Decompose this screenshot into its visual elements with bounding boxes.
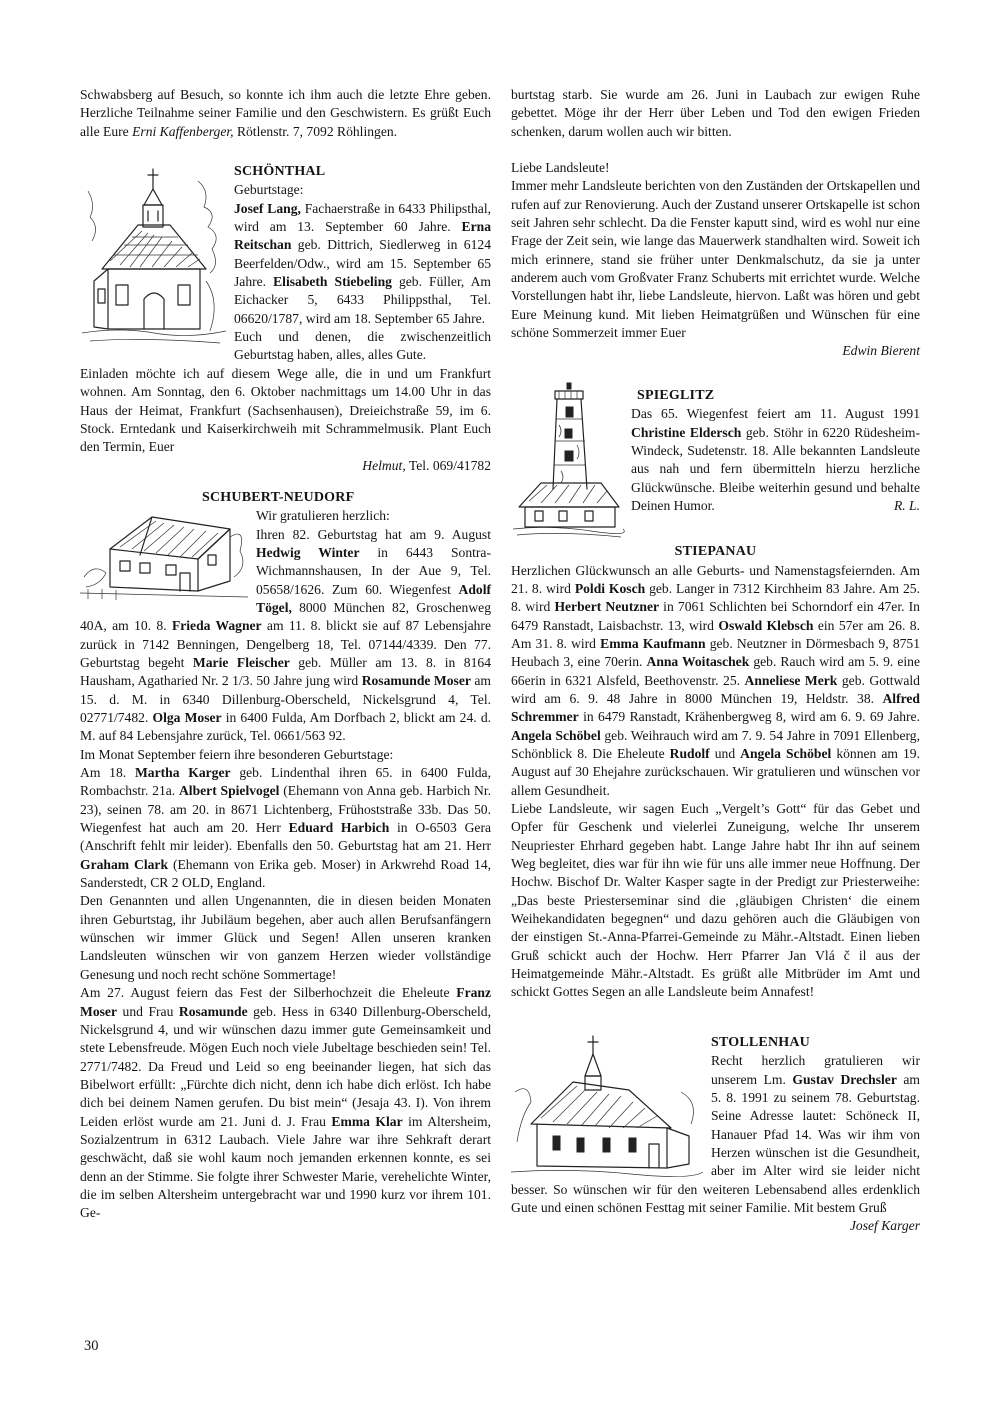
schoenthal-signature-tel: Tel. 069/41782 (405, 457, 491, 473)
stiepanau-thanks: Liebe Landsleute, wir sagen Euch „Vergelt’s Gott“ für das Gebet und Opfer für Geschenk und vielerlei Zuneigung, welche Ihr unserem Neupriester Ehrhard gegeben habt. Lange Jahre habt Ihr ihn auf seinem Weg begleitet, dies war für ihn wie für uns alle immer neue Hoffnung. Der Hochw. Bischof Dr. Walter Kasper sagte in der Predigt zur Priesterweihe: „Das beste Priesterseminar sind die ‚gläubigen Christen‘ die einem Weihekandidaten begegnen“ und dazu gehören auch die Gläubigen von der einstigen St.-Anna-Pfarrei-Gemeinde zu Mähr.-Altstadt. Einen lieben Gruß schickt auch der Hochw. Herr Pfarrer Jan Vlá č il aus der Heimatgemeinde Mähr.-Altstadt. Es grüßt alle Mitbrüder im Amt und schickt Gottes Segen an alle Landsleute beim Annafest! (511, 801, 920, 1000)
text-run: Wir gratulieren herzlich: (256, 508, 390, 524)
schoenthal-greeting: Euch und denen, die zwischenzeitlich Geburtstag haben, alles, alles Gute. (234, 329, 491, 363)
schubert-neudorf-wishes: Den Genannten und allen Ungenannten, die in diesen beiden Monaten ihren Geburtstag, ihr Jubiläum begehen, aber auch allen Berufsanfängern wünschen wir immer Glück und Segen! Allen unseren kranken Landsleuten wünschen wir von ganzem Herzen wieder vollständige Genesung und noch recht schöne Sommertage! (80, 893, 491, 982)
letter-signature (511, 342, 920, 360)
highlighted-name: Adolf Tögel, (256, 581, 491, 615)
text-run: Im Monat September feiern ihre besonderen Geburtstage: (80, 746, 394, 762)
text-run: Rötlenstr. 7, 7092 Röhlingen. (233, 123, 398, 139)
highlighted-name: Emma Kaufmann (600, 635, 706, 651)
highlighted-name: Elisabeth Stiebeling (273, 274, 392, 290)
text-run: Recht herzlich gratulieren wir unserem Lm. (711, 1053, 920, 1087)
text-run: im Altersheim, Sozialzentrum in 6312 Laubach. Viele Jahre war ihre Sehkraft derart geschwächt, daß sie wohl kaum noch jemanden erkennen konnte, es sei denn an der Stimme. Sie folgte ihrer Schwester Marie, verehelichte Winter, die im selben Altersheim untergebracht war und 1990 kurz vor ihrem 101. Ge- (80, 1113, 491, 1221)
text-run: geb. Dittrich, Siedlerweg in 6124 Beerfelden/Odw., wird am 15. September 65 Jahre. (234, 237, 491, 290)
text-run: in 6479 Ranstadt, Krähenbergweg 8, wird am 6. 9. 69 Jahre. (578, 709, 920, 725)
text-run: können am 19. August auf 30 Ehejahre zurückschauen. Wir gratulieren und wünschen vor allem Gesundheit. (511, 746, 920, 798)
text-run: geb. Neutzner in Dörmesbach 9, 8751 Heubach 3, eine 70erin. (511, 635, 921, 670)
text-run: und Frau (117, 1003, 179, 1019)
text-run: Fachaerstraße in 6433 Philipsthal, wird am 13. September 60 Jahre. (234, 200, 491, 235)
highlighted-name: Olga Moser (152, 710, 222, 725)
letter-signature-name: Edwin Bierent (842, 343, 920, 359)
highlighted-name: Graham Clark (80, 856, 169, 872)
highlighted-name: Oswald Klebsch (718, 617, 814, 633)
schoenthal-invitation: Einladen möchte ich auf diesem Wege alle, die in und um Frankfurt wohnen. Am Sonntag, den 6. Oktober nachmittags um 14.00 Uhr in das Haus der Heimat, Frankfurt (Sachsenhausen), Dreieichstraße 59, im 6. Stock. Erntedank und Kaiserkirchweih mit Schrammelmusik. Plant Euch den Termin, Euer (80, 365, 491, 455)
highlighted-name: Angela Schöbel (740, 746, 832, 761)
highlighted-name: Anneliese Merk (744, 672, 838, 688)
stiepanau-birthdays (511, 562, 920, 800)
highlighted-name: Marie Fleischer (192, 654, 290, 670)
intro-paragraph (80, 86, 491, 141)
text-run: und (709, 746, 741, 761)
highlighted-name: Poldi Kosch (574, 580, 646, 596)
highlighted-name: Franz Moser (80, 985, 491, 1019)
text-run: geb. Lindenthal ihren 65. in 6400 Fulda, Rombachstr. 21a. (80, 765, 491, 799)
schubert-neudorf-silver-wedding (80, 984, 491, 1222)
village-church-illustration (511, 1032, 707, 1180)
highlighted-name: Martha Karger (134, 765, 231, 781)
text-run: 8000 München 82, Groschenweg 40A, am 10. 8. (80, 599, 491, 634)
text-run: geb. Rauch wird am 5. 9. eine 66erin in 6321 Alsfeld, Beethovenstr. 25. (511, 654, 920, 688)
farmhouse-illustration (80, 507, 252, 603)
text-run: in 6443 Sontra-Wichmannshausen, In der Aue 9, Tel. 05658/1626. Zum 60. Wiegenfest (256, 544, 491, 597)
text-run: geb. Gottwald wird am 6. 9. 48 Jahre in 8000 München 19, Heldstr. 38. (511, 672, 920, 706)
text-run: geb. Weihrauch wird am 7. 9. 54 Jahre in 7091 Ellenberg, Schönblick 8. Die Eheleute (511, 727, 920, 761)
highlighted-name: Hedwig Winter (256, 544, 360, 560)
highlighted-name: Gustav Drechsler (792, 1071, 897, 1087)
text-run: (Ehemann von Erika geb. Moser) in Arkwrehd Road 14, Sanderstedt, CR 2 OLD, England. (80, 856, 492, 891)
lookout-tower-illustration (511, 379, 627, 539)
schoenthal-heading: SCHÖNTHAL (234, 164, 326, 180)
text-run: (Ehemann von Anna geb. Harbich Nr. 23), seinen 78. am 20. in 8671 Lichtenberg, Frühoststraße 33b. Das 50. Wiegenfest hat auch am 20. Herr (80, 783, 491, 836)
highlighted-name: Angela Schöbel (511, 727, 601, 743)
italic-name: Erni Kaffenberger, (132, 123, 234, 139)
highlighted-name: Herbert Neutzner (554, 599, 660, 615)
highlighted-name: Alfred Schremmer (511, 690, 920, 725)
highlighted-name: Rudolf (669, 746, 710, 761)
highlighted-name: Christine Eldersch (631, 424, 742, 440)
text-run: geb. Stöhr in 6220 Rüdesheim-Windeck, Sudetenstr. 18. Alle bekannten Landsleute aus nah und fern übermitteln hierzu herzliche Glückwünsche. Bleibe weiterhin gesund und behalte Deinen Humor. (631, 424, 920, 513)
spieglitz-heading: SPIEGLITZ (637, 387, 715, 403)
highlighted-name: Rosamunde Moser (361, 673, 471, 689)
text-run: am 5. 8. 1991 zu seinem 78. Geburtstag. Seine Adresse lautet: Schöneck II, Hanauer Pfad 14. Was wir ihm von Herzen wünschen ist die Gesundheit, aber im Alter wird sie leider nicht besser. So wünschen wir für den weiteren Lebensabend alles erdenklich Gute und einen schönen Festtag mit seiner Familie. Mit bestem Gruß (511, 1071, 921, 1215)
spieglitz-signature: R. L. (893, 497, 920, 513)
stiepanau-heading: STIEPANAU (674, 544, 757, 560)
left-column (80, 86, 491, 1223)
text-run: geb. Müller am 13. 8. in 8164 Hausham, Agatharied Nr. 2 1/3. 50 Jahre jung wird (80, 654, 491, 689)
text-run: in 7061 Schlichten bei Schorndorf ein 47er. In 6479 Ranstadt, Laisbachstr. 13, wird (511, 599, 920, 633)
schoenthal-signature (80, 457, 491, 475)
text-run: Das 65. Wiegenfest feiert am 11. August 1991 (631, 406, 920, 422)
highlighted-name: Anna Woitaschek (646, 654, 750, 670)
letter-body: Immer mehr Landsleute berichten von den Zuständen der Ortskapellen und rufen auf zur Renovierung. Auch der Zustand unserer Ortskapelle ist schon seit Jahren sehr schlecht. Da die Fenster kaputt sind, wird es wohl nur eine Frage der Zeit sein, wie lange das Mauerwerk standhalten wird. Soweit ich mich erinnere, stand sie früher unter Denkmalschutz, da sie ja unter anderem auch vom Großvater Franz Schuberts mit errichtet wurde. Welche Vorstellungen habt ihr, liebe Landsleute, hiervon. Laßt was hören und gebt Eure Meinung kund. Mit lieben Heimatgrüßen und Wünschen für eine schöne Sommerzeit immer Euer (511, 178, 920, 341)
text-run: geb. Hess in 6340 Dillenburg-Oberscheld, Nickelsgrund 4, und wir wünschen dazu immer gute Gemeinsamkeit und stete Lebensfreude. Mögen Euch noch viele Jubeltage beschieden sein! Tel. 2771/7482. Da Freud und Leid so eng beeinander liegen, hat sich das Bibelwort erfüllt: „Fürchte dich nicht, denn ich habe dich erlöst. Ich habe dich bei deinem Namen gerufen. Du bist mein“ (Jesaja 43. I). Von ihrem Leiden erlöst wurde am 21. Juni d. J. Frau (80, 1003, 491, 1129)
highlighted-name: Emma Klar (331, 1113, 403, 1129)
text-run: Schwabsberg auf Besuch, so konnte ich ihm auch die letzte Ehre geben. Herzliche Teilnahme seiner Familie und den Geschwistern. Es grüßt Euch alle Eure (80, 87, 491, 139)
schoenthal-signature-name: Helmut, (362, 457, 406, 473)
text-run: ein 57er am 26. 8. Am 31. 8. wird (511, 617, 920, 651)
stollenhau-signature: Josef Karger (849, 1218, 920, 1234)
text-run: am 11. 8. blickt sie auf 87 Lebensjahre zurück in 7142 Benningen, Dengelberg 18, Tel. 07144/4339. Den 77. Geburtstag begeht (80, 618, 491, 670)
highlighted-name: Frieda Wagner (171, 618, 262, 634)
chapel-illustration (80, 161, 230, 351)
text-run: Herzlichen Glückwunsch an alle Geburts- und Namenstagsfeiernden. Am 21. 8. wird (511, 562, 920, 596)
highlighted-name: Erna Reitschan (234, 219, 491, 253)
spieglitz-text (631, 406, 920, 513)
text-run: am 15. d. M. in 6340 Dillenburg-Oberscheld, Nickelsgrund 4, Tel. 02771/7482. (80, 673, 492, 725)
highlighted-name: Rosamunde (178, 1003, 248, 1019)
highlighted-name: Eduard Harbich (288, 820, 390, 836)
schubert-neudorf-heading: SCHUBERT-NEUDORF (202, 489, 355, 505)
schubert-neudorf-september (80, 746, 491, 893)
highlighted-name: Josef Lang, (234, 200, 301, 216)
page-number: 30 (84, 1338, 99, 1354)
text-run: Am 27. August feiern das Fest der Silberhochzeit die Eheleute (80, 985, 457, 1001)
text-run: Am 18. (80, 765, 135, 781)
letter-salutation: Liebe Landsleute! (511, 160, 610, 176)
text-run: Ihren 82. Geburtstag hat am 9. August (256, 526, 491, 542)
stollenhau-heading: STOLLENHAU (711, 1034, 810, 1050)
right-column (511, 86, 920, 1236)
text-run: in 6400 Fulda, Am Dorfbach 2, blickt am 24. d. M. auf 84 Lebensjahre zurück, Tel. 0661/563 92. (80, 710, 492, 744)
text-run: geb. Füller, Am Eichacker 5, 6433 Philippsthal, Tel. 06620/1787, wird am 18. September 65 Jahre. (234, 274, 491, 326)
text-run: geb. Langer in 7312 Kirchheim 83 Jahre. Am 25. 8. wird (511, 580, 920, 615)
schoenthal-subheading: Geburtstage: (234, 182, 304, 198)
text-run: in O-6503 Gera (Anschrift fehlt mir leider). Ebenfalls den 50. Geburtstag hat am 21. Herr (80, 820, 492, 854)
highlighted-name: Albert Spielvogel (178, 783, 280, 799)
continuation-paragraph: burtstag starb. Sie wurde am 26. Juni in Laubach zur ewigen Ruhe gebettet. Möge ihr der Herr über Leben und Tod den ewigen Frieden schenken, darum wollen auch wir bitten. (511, 87, 920, 139)
